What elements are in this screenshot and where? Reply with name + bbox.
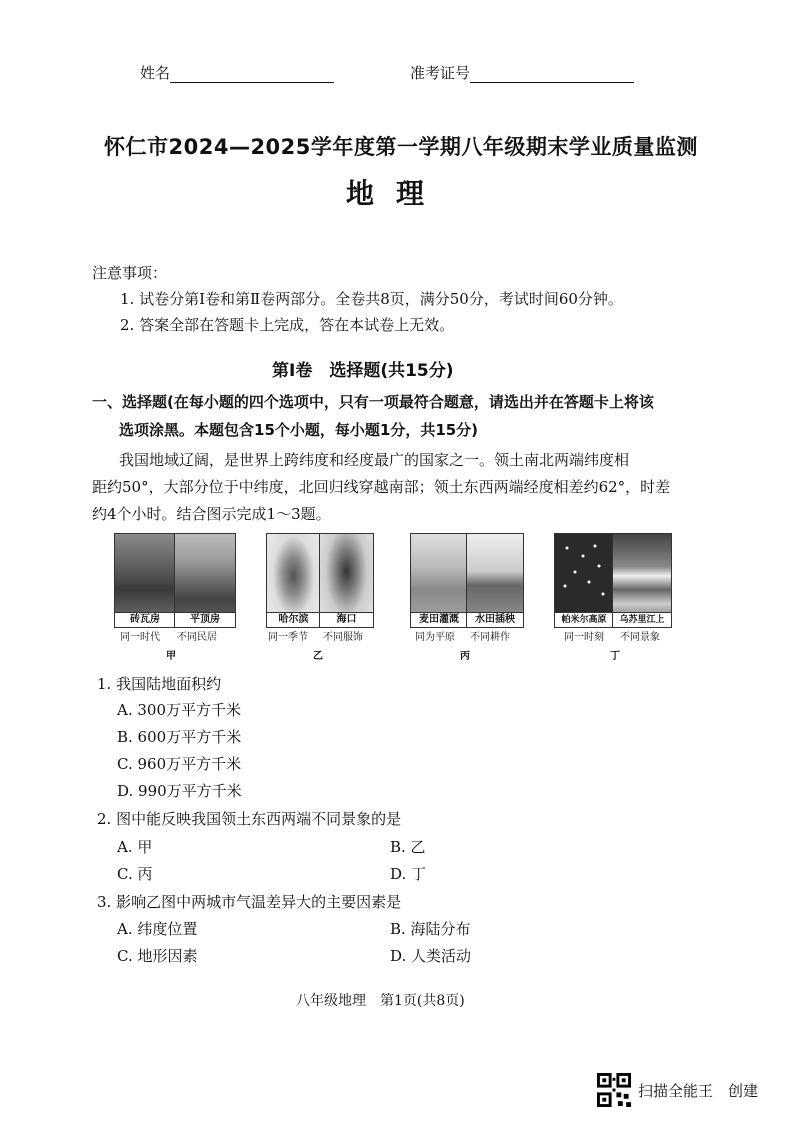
figure-ding-label: 丁: [610, 651, 620, 662]
figure-bing-right-caption: 水田插秧: [466, 612, 523, 627]
exam-id-label: 准考证号: [410, 64, 471, 82]
question-3-option-c: C. 地形因素: [117, 947, 198, 965]
figure-yi-sub-left: 同一季节: [268, 632, 308, 643]
name-field: [140, 62, 334, 83]
figure-yi-left-caption: 哈尔滨: [267, 612, 320, 627]
figure-ding-photo: [554, 533, 672, 628]
notice-title: 注意事项：: [92, 264, 168, 282]
question-1-option-d: D. 990万平方千米: [117, 782, 242, 800]
figure-bing-label: 丙: [460, 651, 470, 662]
instructions-line-1: 一、选择题(在每小题的四个选项中，只有一项最符合题意，请选出并在答题卡上将该: [92, 393, 654, 411]
question-3-option-a: A. 纬度位置: [117, 920, 198, 938]
notice-item-1: 1. 试卷分第Ⅰ卷和第Ⅱ卷两部分。全卷共8页，满分50分，考试时间60分钟。: [120, 290, 623, 308]
figure-jia-photo: [114, 533, 236, 628]
exam-id-field: [410, 62, 634, 83]
figure-ding-sub-left: 同一时刻: [564, 632, 604, 643]
exam-id-blank: [470, 66, 634, 83]
question-3-option-d: D. 人类活动: [390, 947, 472, 965]
question-2-option-b: B. 乙: [390, 838, 426, 856]
stars-icon: [555, 534, 613, 614]
question-2-stem: 2. 图中能反映我国领土东西两端不同景象的是: [97, 810, 402, 828]
figure-bing-photo: [410, 533, 524, 628]
figure-yi-sub-right: 不同服饰: [323, 632, 363, 643]
question-2-option-a: A. 甲: [117, 838, 153, 856]
figure-bing-left-caption: 麦田灌溉: [411, 612, 467, 627]
question-3-option-b: B. 海陆分布: [390, 920, 471, 938]
figure-yi-label: 乙: [313, 651, 323, 662]
question-2-option-d: D. 丁: [390, 865, 427, 883]
passage-line-2: 距约50°，大部分位于中纬度，北回归线穿越南部；领土东西两端经度相差约62°，时差: [92, 478, 671, 496]
question-1-option-c: C. 960万平方千米: [117, 755, 242, 773]
qr-code-icon: [597, 1073, 631, 1107]
figure-bing-sub-left: 同为平原: [415, 632, 455, 643]
scanner-watermark: 扫描全能王 创建: [638, 1082, 759, 1100]
section-title: 第Ⅰ卷 选择题(共15分): [272, 361, 454, 381]
notice-item-2: 2. 答案全部在答题卡上完成，答在本试卷上无效。: [120, 316, 455, 334]
figure-ding-left-caption: 帕米尔高原: [555, 612, 613, 627]
question-2-option-c: C. 丙: [117, 865, 153, 883]
figure-jia-sub-left: 同一时代: [120, 632, 160, 643]
figure-jia-sub-right: 不同民居: [177, 632, 217, 643]
instructions-line-2: 选项涂黑。本题包含15个小题，每小题1分，共15分): [119, 421, 479, 439]
page-footer: 八年级地理 第1页(共8页): [296, 993, 465, 1009]
figure-jia-label: 甲: [166, 651, 176, 662]
passage-line-3: 约4个小时。结合图示完成1～3题。: [92, 505, 331, 523]
figure-jia-right-caption: 平顶房: [174, 612, 235, 627]
question-3-stem: 3. 影响乙图中两城市气温差异大的主要因素是: [97, 893, 402, 911]
exam-title: 怀仁市2024—2025学年度第一学期八年级期末学业质量监测: [104, 135, 698, 159]
figure-yi-right-caption: 海口: [319, 612, 373, 627]
name-label: 姓名: [140, 64, 171, 82]
subject-title: 地理: [346, 177, 447, 210]
name-blank: [170, 66, 334, 83]
passage-line-1: 我国地域辽阔，是世界上跨纬度和经度最广的国家之一。领土南北两端纬度相: [119, 451, 630, 469]
question-1-option-b: B. 600万平方千米: [117, 728, 242, 746]
figure-yi-photo: [266, 533, 374, 628]
figure-ding-right-caption: 乌苏里江上: [612, 612, 671, 627]
question-1-stem: 1. 我国陆地面积约: [97, 675, 222, 693]
figure-ding-sub-right: 不同景象: [620, 632, 660, 643]
figure-jia-left-caption: 砖瓦房: [115, 612, 175, 627]
question-1-option-a: A. 300万平方千米: [117, 701, 241, 719]
figure-bing-sub-right: 不同耕作: [470, 632, 510, 643]
